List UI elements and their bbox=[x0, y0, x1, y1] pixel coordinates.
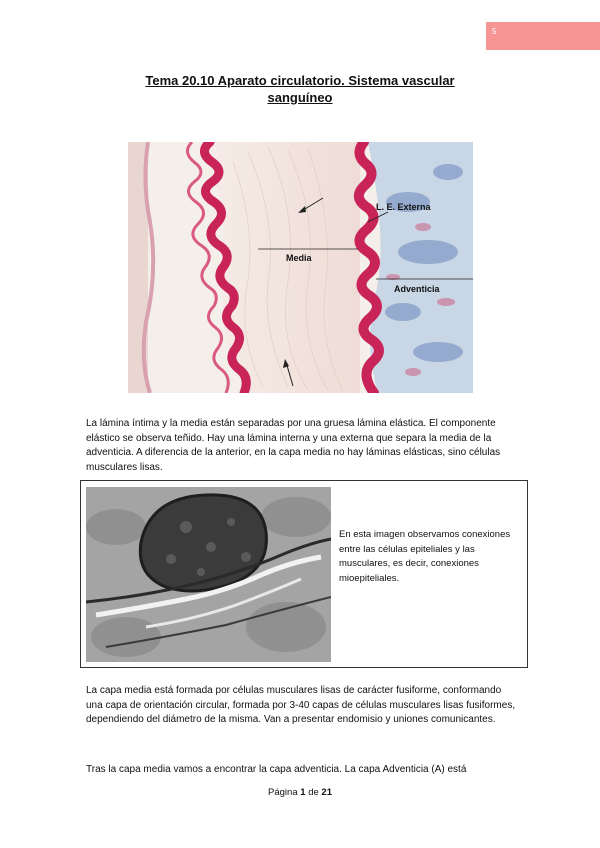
paragraph-1: La lámina íntima y la media están separadas por una gruesa lámina elástica. El componente elástico se observa teñido. Hay una lámina interna y una externa que separa la media de la adventicia. A diferencia de la anterior, en la capa media no hay láminas elásticas, sino células musculares lisas. bbox=[86, 418, 501, 473]
figure-2-caption: En esta imagen observamos conexiones entre las células epiteliales y las musculares, es decir, conexiones mioepiteliales. bbox=[339, 529, 511, 584]
footer-separator: de bbox=[308, 787, 319, 798]
electron-micrograph bbox=[86, 487, 331, 662]
title-line-2: sanguíneo bbox=[267, 90, 333, 105]
page-number-tab bbox=[486, 22, 600, 50]
footer-total-pages: 21 bbox=[321, 787, 332, 798]
label-adventicia: Adventicia bbox=[394, 284, 440, 294]
micrograph-illustration bbox=[86, 487, 331, 662]
paragraph-3: Tras la capa media vamos a encontrar la capa adventicia. La capa Adventicia (A) está bbox=[86, 764, 467, 775]
histology-illustration bbox=[128, 142, 473, 393]
footer-current-page: 1 bbox=[300, 787, 306, 798]
label-lamina-externa: L. E. Externa bbox=[376, 202, 431, 212]
histology-image-artery bbox=[128, 142, 473, 393]
page-footer bbox=[0, 787, 600, 798]
paragraph-2: La capa media está formada por células musculares lisas de carácter fusiforme, conformando una capa de orientación circular, formada por 3-40 capas de células musculares lisas fusiformes, dependiendo del diámetro de la misma. Van a presentar endomisio y uniones comunicantes. bbox=[86, 685, 516, 725]
title-line-1: Tema 20.10 Aparato circulatorio. Sistema vascular bbox=[145, 73, 455, 88]
page-title bbox=[0, 72, 600, 106]
label-media: Media bbox=[286, 253, 312, 263]
page-number: 5 bbox=[492, 27, 497, 36]
footer-prefix: Página bbox=[268, 787, 298, 798]
